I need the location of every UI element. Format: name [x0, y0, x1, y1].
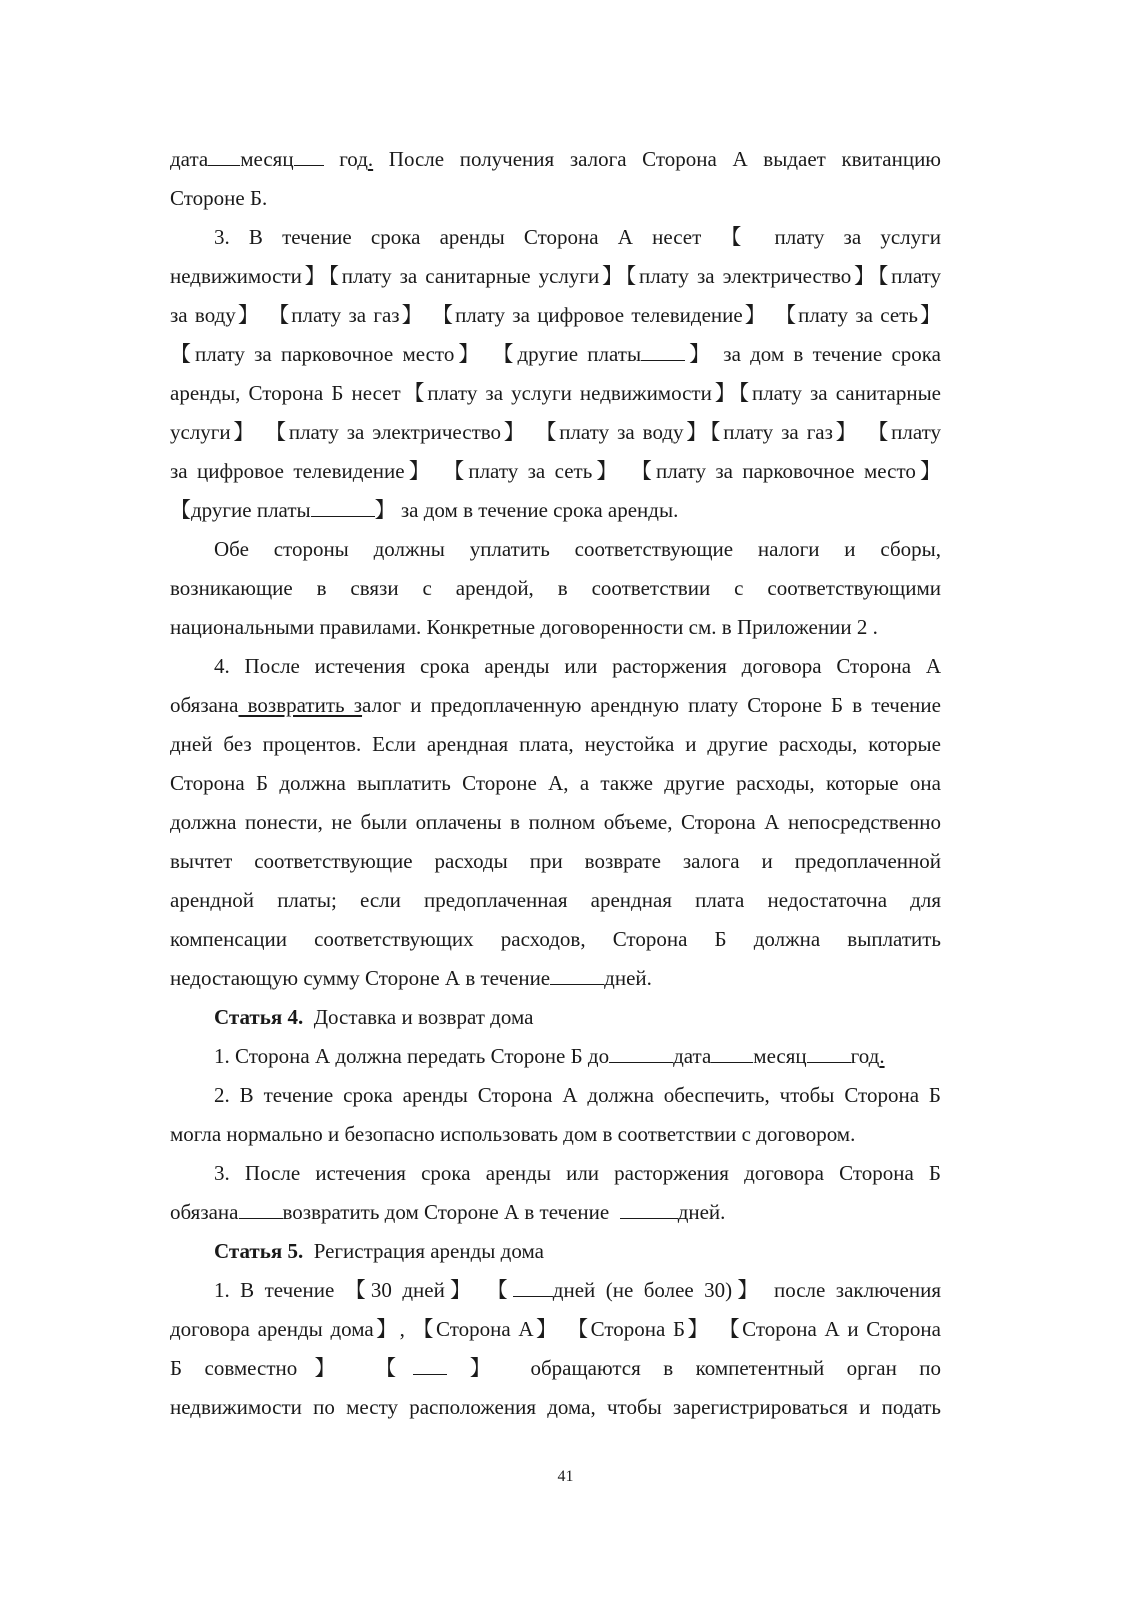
text-line: дней без процентов. Если арендная плата, неустойка и другие расходы, которые [170, 732, 941, 756]
text-line: обязана возвратить залог и предоплаченную арендную плату Стороне Б в течение [170, 693, 941, 717]
text-line: Обе стороны должны уплатить соответствующие налоги и сборы, [214, 537, 941, 561]
blank-field [513, 1278, 553, 1297]
text-line: услуги】 【плату за электричество】 【плату за воду】【плату за газ】 【плату [170, 420, 941, 444]
text-line: Сторона Б должна выплатить Стороне А, а также другие расходы, которые она [170, 771, 941, 795]
blank-field [711, 1044, 753, 1063]
text-line: 4. После истечения срока аренды или расторжения договора Сторона А [214, 654, 941, 678]
text-line: недостающую сумму Стороне А в течение дней. [170, 966, 652, 990]
text-line: национальными правилами. Конкретные договоренности см. в Приложении 2 . [170, 615, 878, 639]
blank-field [609, 1044, 673, 1063]
page-number: 41 [557, 1468, 574, 1485]
blank-field [807, 1044, 851, 1063]
blank-field [239, 1200, 283, 1219]
text-line: недвижимости по месту расположения дома, чтобы зарегистрироваться и подать [170, 1395, 941, 1419]
blank-field [620, 1200, 678, 1219]
text-line: компенсации соответствующих расходов, Сторона Б должна выплатить [170, 927, 941, 951]
text-line: недвижимости】【плату за санитарные услуги】【плату за электричество】【плату [170, 264, 941, 288]
article-heading: Статья 4. Доставка и возврат дома [214, 1005, 534, 1029]
text-line: 1. Сторона А должна передать Стороне Б до дата месяц год. [214, 1044, 885, 1068]
blank-field [294, 147, 324, 166]
text-line: Б совместно】 【 】 обращаются в компетентный орган по [170, 1356, 942, 1380]
text-line: за цифровое телевидение】 【плату за сеть】 【плату за парковочное место】 [170, 459, 941, 483]
text-line: 【плату за парковочное место】 【другие платы 】 за дом в течение срока [170, 342, 941, 366]
blank-field [208, 147, 240, 166]
article-heading: Статья 5. Регистрация аренды дома [214, 1239, 544, 1263]
text-line: арендной платы; если предоплаченная арендная плата недостаточна для [170, 888, 941, 912]
blank-field [413, 1356, 447, 1375]
text-line: договора аренды дома】, 【Сторона А】 【Сторона Б】 【Сторона А и Сторона [170, 1317, 941, 1341]
text-line: дата месяц год. После получения залога Сторона А выдает квитанцию [170, 147, 941, 171]
blank-field [641, 342, 685, 361]
text-line: за воду】 【плату за газ】 【плату за цифровое телевидение】 【плату за сеть】 [170, 303, 941, 327]
text-line: 3. После истечения срока аренды или расторжения договора Сторона Б [214, 1161, 941, 1185]
text-line: 2. В течение срока аренды Сторона А должна обеспечить, чтобы Сторона Б [214, 1083, 941, 1107]
blank-field [311, 498, 375, 517]
text-line: 3. В течение срока аренды Сторона А несет 【 плату за услуги [214, 225, 941, 249]
text-line: 【другие платы 】 за дом в течение срока аренды. [170, 498, 679, 522]
text-line: обязана возвратить дом Стороне А в течение дней. [170, 1200, 726, 1224]
text-line: могла нормально и безопасно использовать дом в соответствии с договором. [170, 1122, 856, 1146]
text-line: 1. В течение 【30 дней】 【 дней (не более 30)】 после заключения [214, 1278, 941, 1302]
text-line: возникающие в связи с арендой, в соответствии с соответствующими [170, 576, 941, 600]
text-line: Стороне Б. [170, 186, 268, 210]
text-line: вычтет соответствующие расходы при возврате залога и предоплаченной [170, 849, 941, 873]
text-line: должна понести, не были оплачены в полном объеме, Сторона А непосредственно [170, 810, 941, 834]
blank-field [550, 966, 604, 985]
text-line: аренды, Сторона Б несет【плату за услуги недвижимости】【плату за санитарные [170, 381, 941, 405]
